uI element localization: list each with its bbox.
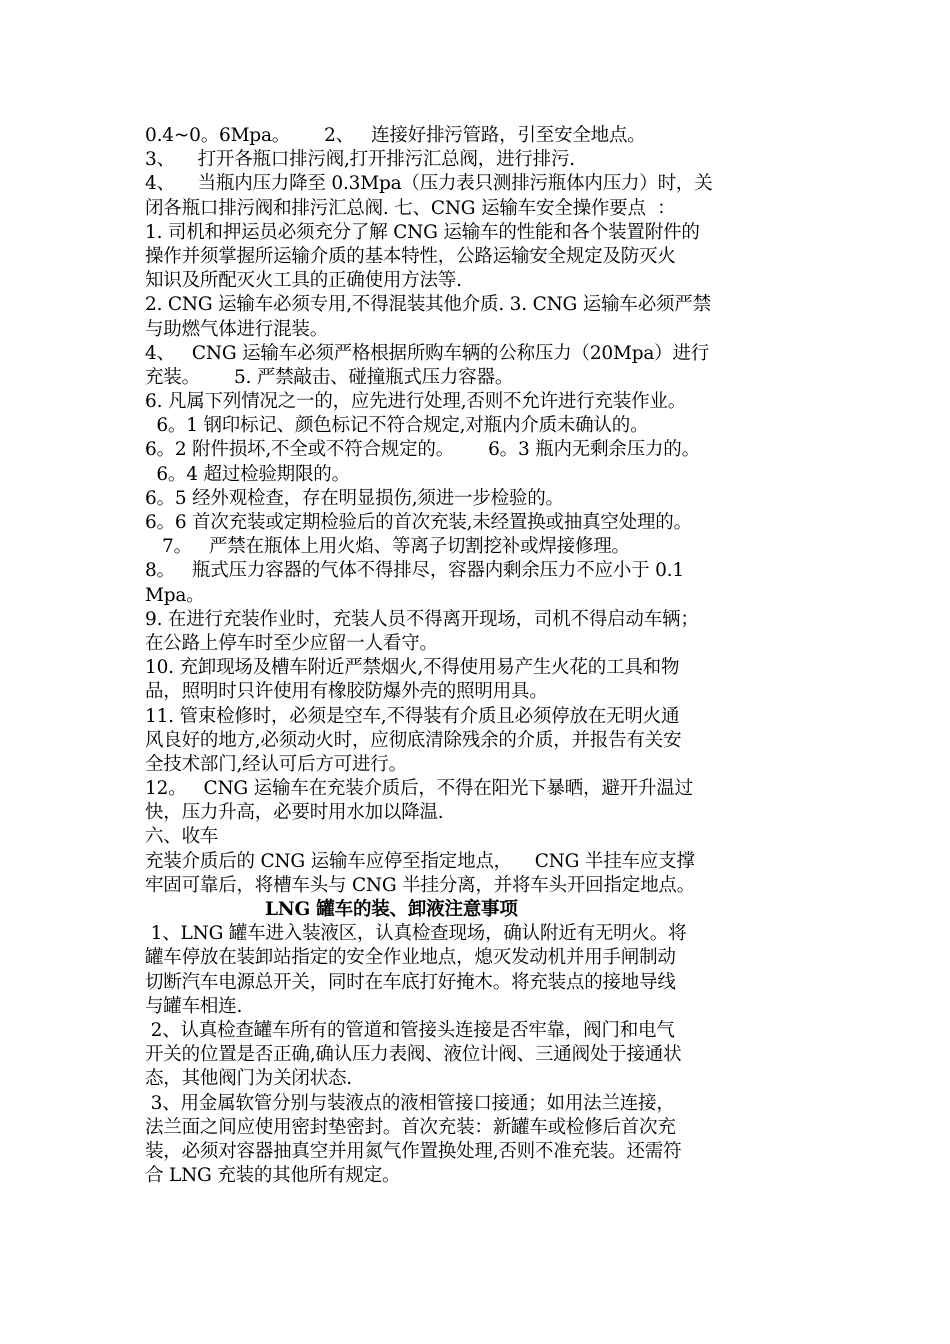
- text-line: 1. 司机和押运员必须充分了解 CNG 运输车的性能和各个装置附件的: [145, 221, 700, 243]
- text-line: 4、 当瓶内压力降至 0.3Mpa（压力表只测排污瓶体内压力）时，关: [145, 173, 713, 195]
- text-line: 7。 严禁在瓶体上用火焰、等离子切割挖补或焊接修理。: [145, 536, 630, 558]
- text-line: 风良好的地方,必须动火时，应彻底清除残余的介质，并报告有关安: [145, 729, 682, 751]
- text-line: 操作并须掌握所运输介质的基本特性，公路运输安全规定及防灭火: [145, 245, 676, 267]
- text-line: 充装。 5. 严禁敲击、碰撞瓶式压力容器。: [145, 366, 514, 388]
- text-line: 8。 瓶式压力容器的气体不得排尽，容器内剩余压力不应小于 0.1: [145, 560, 684, 582]
- text-line: 6。4 超过检验期限的。: [145, 463, 350, 485]
- text-line: 6。5 经外观检查，存在明显损伤,须进一步检验的。: [145, 487, 564, 509]
- text-line: 3、 打开各瓶口排污阀,打开排污汇总阀，进行排污.: [145, 149, 575, 171]
- text-line: 态，其他阀门为关闭状态.: [145, 1068, 352, 1090]
- text-line: 合 LNG 充装的其他所有规定。: [145, 1165, 401, 1187]
- text-line: Mpa。: [145, 584, 205, 606]
- text-line: 9. 在进行充装作业时，充装人员不得离开现场，司机不得启动车辆；: [145, 608, 699, 630]
- text-line: 1、LNG 罐车进入装液区，认真检查现场，确认附近有无明火。将: [145, 923, 687, 945]
- text-line: 6。2 附件损坏,不全或不符合规定的。 6。3 瓶内无剩余压力的。: [145, 439, 700, 461]
- text-line: 11. 管束检修时，必须是空车,不得装有介质且必须停放在无明火通: [145, 705, 680, 727]
- text-line: 罐车停放在装卸站指定的安全作业地点，熄灭发动机并用手闸制动: [145, 947, 676, 969]
- text-line: 2、认真检查罐车所有的管道和管接头连接是否牢靠，阀门和电气: [145, 1019, 675, 1041]
- text-line: 全技术部门,经认可后方可进行。: [145, 753, 407, 775]
- text-line: 与助燃气体进行混装。: [145, 318, 329, 340]
- text-line: 开关的位置是否正确,确认压力表阀、液位计阀、三通阀处于接通状: [145, 1044, 682, 1066]
- text-line: 6. 凡属下列情况之一的，应先进行处理,否则不允许进行充装作业。: [145, 391, 687, 413]
- text-line: 与罐车相连.: [145, 995, 243, 1017]
- text-line: 0.4~0。6Mpa。 2、 连接好排污管路，引至安全地点。: [145, 125, 646, 146]
- document-body: [145, 124, 815, 1188]
- text-line: 12。 CNG 运输车在充装介质后，不得在阳光下暴晒，避开升温过: [145, 778, 693, 800]
- text-line: 闭各瓶口排污阀和排污汇总阀. 七、CNG 运输车安全操作要点 ：: [145, 197, 676, 219]
- text-line: 切断汽车电源总开关，同时在车底打好掩木。将充装点的接地导线: [145, 971, 676, 993]
- text-line: 6。1 钢印标记、颜色标记不符合规定,对瓶内介质未确认的。: [145, 415, 649, 437]
- text-line: 在公路上停车时至少应留一人看守。: [145, 632, 438, 654]
- text-line: 4、 CNG 运输车必须严格根据所购车辆的公称压力（20Mpa）进行: [145, 342, 710, 364]
- text-line: 法兰面之间应使用密封垫密封。首次充装：新罐车或检修后首次充: [145, 1116, 676, 1138]
- text-line: 品，照明时只许使用有橡胶防爆外壳的照明用具。: [145, 681, 548, 703]
- text-line: 6。6 首次充装或定期检验后的首次充装,未经置换或抽真空处理的。: [145, 512, 692, 533]
- section-heading: 六、收车: [145, 826, 219, 848]
- text-line: 10. 充卸现场及槽车附近严禁烟火,不得使用易产生火花的工具和物: [145, 657, 680, 679]
- text-line: 装，必须对容器抽真空并用氮气作置换处理,否则不准充装。还需符: [145, 1140, 682, 1162]
- text-line: 快，压力升高，必要时用水加以降温.: [145, 802, 444, 824]
- text-line: 牢固可靠后，将槽车头与 CNG 半挂分离，并将车头开回指定地点。: [145, 874, 695, 896]
- text-line: 2. CNG 运输车必须专用,不得混装其他介质. 3. CNG 运输车必须严禁: [145, 294, 711, 316]
- section-title: LNG 罐车的装、卸液注意事项: [265, 899, 518, 920]
- text-line: 知识及所配灭火工具的正确使用方法等.: [145, 270, 462, 292]
- text-line: 充装介质后的 CNG 运输车应停至指定地点， CNG 半挂车应支撑: [145, 850, 695, 872]
- text-line: 3、用金属软管分别与装液点的液相管接口接通；如用法兰连接，: [145, 1092, 675, 1114]
